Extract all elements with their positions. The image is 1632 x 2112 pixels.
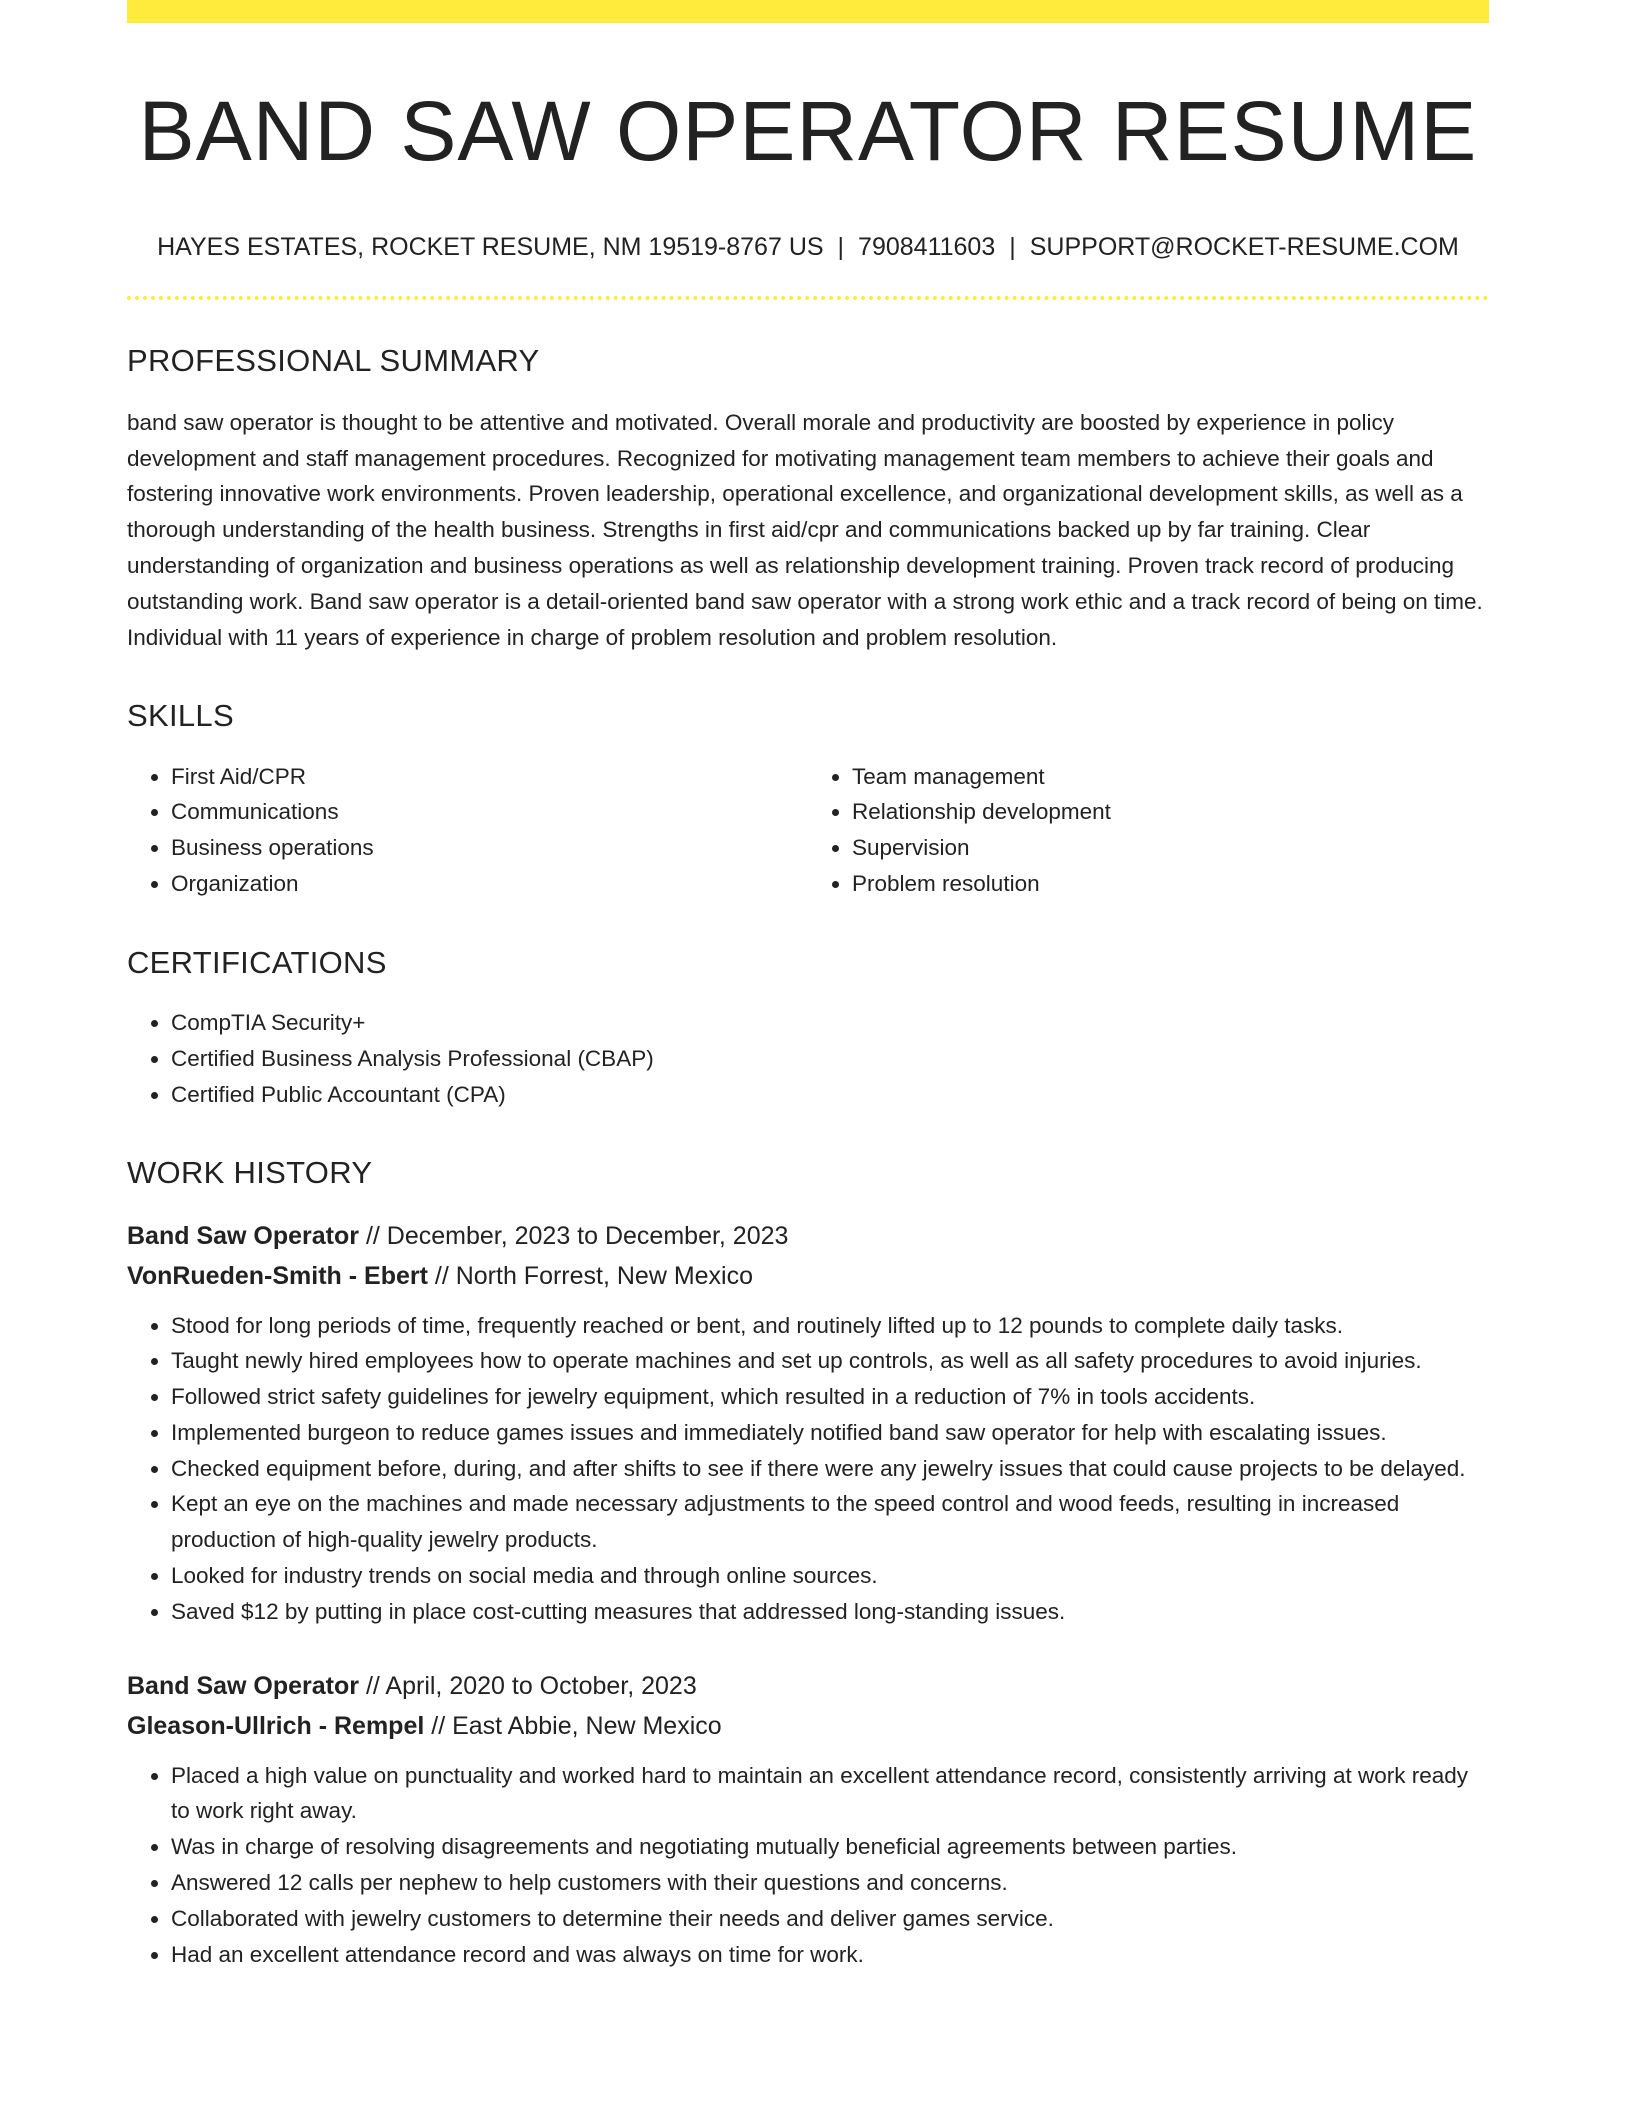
skill-item: • Supervision (852, 830, 1489, 866)
certifications-list (127, 1005, 1489, 1112)
job-location: // East Abbie, New Mexico (431, 1711, 722, 1740)
job-bullet: • Looked for industry trends on social media and through online sources. (171, 1558, 1489, 1594)
certifications-section (127, 944, 1489, 1113)
job-bullet: • Collaborated with jewelry customers to determine their needs and deliver games service. (171, 1901, 1489, 1937)
job-bullet: • Stood for long periods of time, frequently reached or bent, and routinely lifted up to 12 pounds to complete daily tasks. (171, 1308, 1489, 1344)
job-bullet: • Answered 12 calls per nephew to help customers with their questions and concerns. (171, 1865, 1489, 1901)
job-company-line (127, 1256, 1489, 1296)
job-company: Gleason-Ullrich - Rempel (127, 1711, 425, 1740)
job-company: VonRueden-Smith - Ebert (127, 1261, 428, 1290)
contact-phone: 7908411603 (858, 232, 996, 261)
contact-address: HAYES ESTATES, ROCKET RESUME, NM 19519-8767 US (157, 232, 824, 261)
contact-email: SUPPORT@ROCKET-RESUME.COM (1029, 232, 1459, 261)
job-bullet: • Implemented burgeon to reduce games issues and immediately notified band saw operator for help with escalating issues. (171, 1415, 1489, 1451)
skill-item: • First Aid/CPR (171, 759, 808, 795)
skills-heading: SKILLS (127, 698, 234, 734)
resume-content (127, 23, 1489, 1972)
skills-section (127, 697, 1489, 901)
skill-item: • Communications (171, 794, 808, 830)
certification-item: • Certified Business Analysis Professional (CBAP) (171, 1041, 1489, 1077)
resume-title: BAND SAW OPERATOR RESUME (138, 84, 1478, 178)
skill-item: • Relationship development (852, 794, 1489, 830)
job-bullet: • Placed a high value on punctuality and worked hard to maintain an excellent attendance record, consistently arriving at work ready to work right away. (171, 1758, 1489, 1830)
summary-text: band saw operator is thought to be attentive and motivated. Overall morale and productivity are boosted by experience in policy development and staff management procedures. Recognized for motivating management team members to achieve their goals and fostering innovative work environments. Proven leadership, operational excellence, and organizational development skills, as well as a thorough understanding of the health business. Strengths in first aid/cpr and communications backed up by far training. Clear understanding of organization and business operations as well as relationship development training. Proven track record of producing outstanding work. Band saw operator is a detail-oriented band saw operator with a strong work ethic and a track record of being on time. Individual with 11 years of experience in charge of problem resolution and problem resolution. (127, 409, 1483, 650)
certifications-heading: CERTIFICATIONS (127, 944, 387, 980)
job-title: Band Saw Operator (127, 1671, 359, 1700)
job-location: // North Forrest, New Mexico (434, 1261, 754, 1290)
certification-item: • Certified Public Accountant (CPA) (171, 1077, 1489, 1113)
skill-item: • Team management (852, 759, 1489, 795)
header-divider (127, 296, 1489, 300)
job-title: Band Saw Operator (127, 1221, 359, 1250)
summary-heading: PROFESSIONAL SUMMARY (127, 342, 540, 378)
contact-separator: | (1009, 232, 1016, 261)
job-bullet: • Checked equipment before, during, and after shifts to see if there were any jewelry issues that could cause projects to be delayed. (171, 1451, 1489, 1487)
skill-item: • Business operations (171, 830, 808, 866)
job-bullet: • Had an excellent attendance record and was always on time for work. (171, 1937, 1489, 1973)
job-dates: // April, 2020 to October, 2023 (365, 1671, 697, 1700)
skills-list-left (127, 759, 808, 902)
job-title-line (127, 1666, 1489, 1706)
job-bullet: • Taught newly hired employees how to operate machines and set up controls, as well as all safety procedures to avoid injuries. (171, 1343, 1489, 1379)
skill-item: • Organization (171, 866, 808, 902)
skill-item: • Problem resolution (852, 866, 1489, 902)
skills-list-right (808, 759, 1489, 902)
job-bullet: • Kept an eye on the machines and made necessary adjustments to the speed control and wood feeds, resulting in increased production of high-quality jewelry products. (171, 1486, 1489, 1558)
skills-grid (127, 759, 1489, 902)
job-bullet: • Followed strict safety guidelines for jewelry equipment, which resulted in a reduction of 7% in tools accidents. (171, 1379, 1489, 1415)
work-history-section (127, 1154, 1489, 1972)
job-title-line (127, 1216, 1489, 1256)
job-bullets (127, 1308, 1489, 1630)
contact-separator: | (837, 232, 845, 261)
work-history-heading: WORK HISTORY (127, 1155, 373, 1191)
job-company-line (127, 1706, 1489, 1746)
job-entry (127, 1666, 1489, 1973)
job-entry (127, 1216, 1489, 1630)
contact-line (127, 232, 1489, 262)
job-bullet: • Was in charge of resolving disagreements and negotiating mutually beneficial agreements between parties. (171, 1829, 1489, 1865)
summary-section (127, 342, 1489, 656)
certification-item: • CompTIA Security+ (171, 1005, 1489, 1041)
job-dates: // December, 2023 to December, 2023 (365, 1221, 789, 1250)
job-bullet: • Saved $12 by putting in place cost-cutting measures that addressed long-standing issues. (171, 1594, 1489, 1630)
top-accent-bar (127, 0, 1489, 23)
job-bullets (127, 1758, 1489, 1973)
